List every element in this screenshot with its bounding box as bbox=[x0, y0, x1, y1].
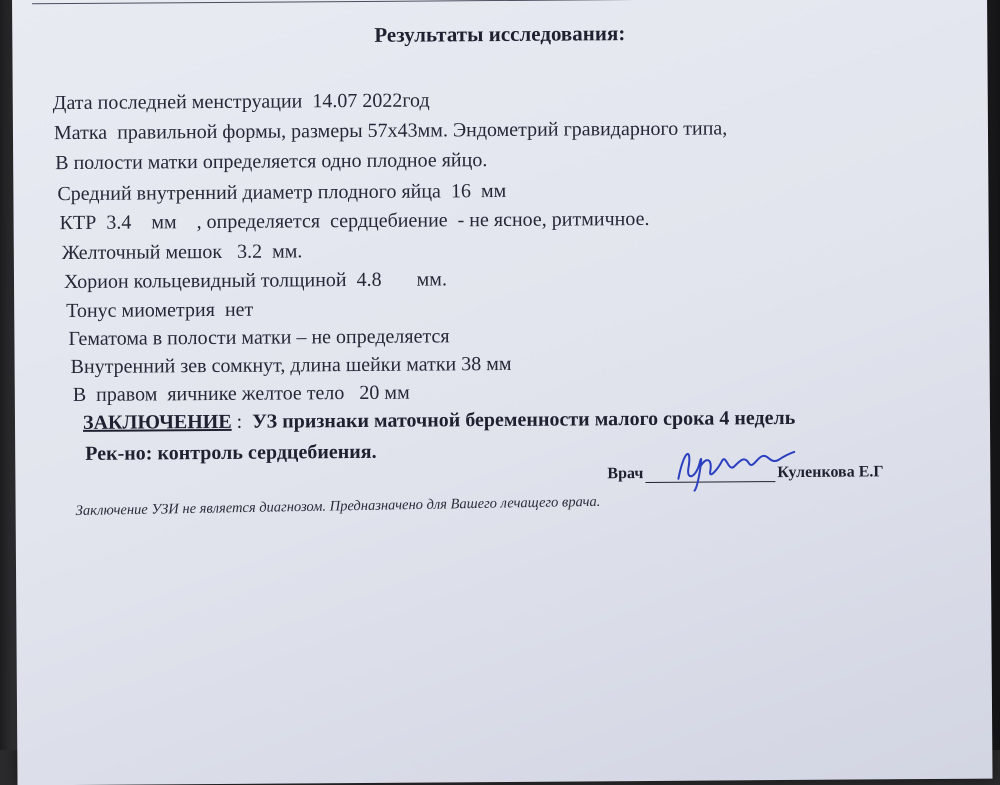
handwritten-signature bbox=[670, 438, 800, 494]
line-last-menstruation: Дата последней менструации 14.07 2022год bbox=[52, 89, 430, 115]
line-ovary: В правом яичнике желтое тело 20 мм bbox=[72, 381, 410, 406]
line-sac-diameter: Средний внутренний диаметр плодного яйца 16 мм bbox=[57, 179, 507, 206]
document-title: Результаты исследования: bbox=[374, 21, 626, 47]
disclaimer: Заключение УЗИ не является диагнозом. Предназначено для Вашего лечащего врача. bbox=[75, 493, 601, 519]
conclusion-label: ЗАКЛЮЧЕНИЕ bbox=[82, 410, 232, 434]
doctor-label: Врач bbox=[607, 465, 644, 483]
document-paper bbox=[12, 0, 992, 785]
line-cervix: Внутренний зев сомкнут, длина шейки матки 38 мм bbox=[70, 352, 512, 379]
line-crl: КТР 3.4 мм , определяется сердцебиение - не ясное, ритмичное. bbox=[59, 207, 650, 235]
line-myometrium-tone: Тонус миометрия нет bbox=[66, 298, 254, 323]
header-rule bbox=[32, 0, 957, 4]
doctor-name: Куленкова Е.Г bbox=[777, 463, 884, 482]
line-hematoma: Гематома в полости матки – не определяется bbox=[68, 325, 450, 351]
conclusion-text: УЗ признаки маточной беременности малого срока 4 недель bbox=[252, 406, 796, 433]
line-chorion: Хорион кольцевидный толщиной 4.8 мм. bbox=[63, 268, 447, 294]
line-uterus: Матка правильной формы, размеры 57х43мм. Эндометрий гравидарного типа, bbox=[53, 117, 728, 145]
recommendation: Рек-но: контроль сердцебиения. bbox=[85, 440, 377, 465]
line-yolk-sac: Желточный мешок 3.2 мм. bbox=[61, 240, 303, 265]
line-gestational-sac: В полости матки определяется одно плодное яйцо. bbox=[55, 149, 488, 175]
conclusion: ЗАКЛЮЧЕНИЕ : УЗ признаки маточной беременности малого срока 4 недель bbox=[82, 406, 796, 434]
